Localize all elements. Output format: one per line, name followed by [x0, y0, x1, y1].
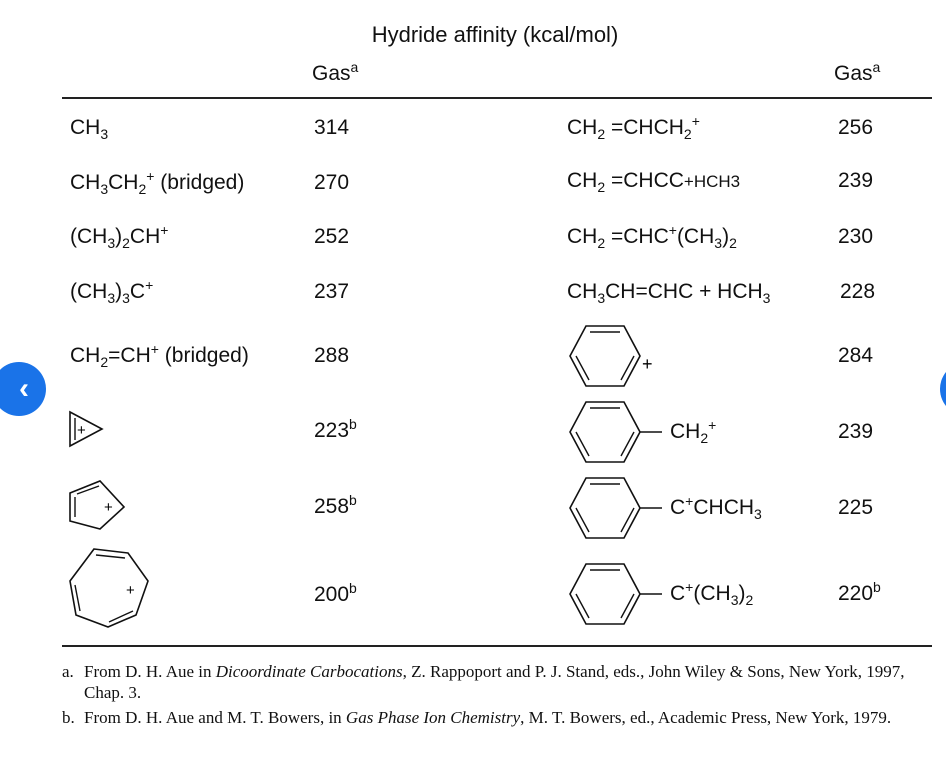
value-cyclopropenyl: 223$^b$ — [314, 416, 357, 442]
benzene-ring-icon — [566, 474, 666, 544]
ion-allyl: $CH_2$ $=CHCH_2^+$ — [567, 113, 700, 143]
cycloheptatrienyl-structure-icon — [64, 545, 154, 631]
top-rule — [62, 97, 932, 99]
value-benzyl: 239 — [838, 420, 874, 443]
value-tert-butyl: 237 — [314, 280, 350, 303]
value-phenylethyl: 225 — [838, 496, 874, 519]
cyclopentadienyl-structure-icon — [66, 477, 130, 533]
footnote-b: b. From D. H. Aue and M. T. Bowers, in Gas Phase Ion Chemistry, M. T. Bowers, ed., Academic Press, New York, 1979. — [62, 708, 892, 727]
ring-plus-label: + — [104, 499, 113, 516]
benzene-ring-icon — [566, 398, 666, 468]
prev-page-button[interactable] — [0, 362, 46, 416]
ion-dimethylallyl: $CH_2 =CHC^+(CH_3)_2$ — [567, 222, 737, 252]
ion-ethyl: $CH_3CH_2^+$ (bridged) — [70, 168, 245, 198]
value-methylallyl: 239 — [838, 169, 874, 192]
ion-cumyl-substituent: $C^+(CH_3)_2$ — [670, 579, 754, 609]
ion-vinyl: $CH_2=CH^+$ (bridged) — [70, 341, 249, 371]
ion-methyl: $CH_3$ — [70, 116, 109, 143]
value-ethyl: 270 — [314, 171, 350, 194]
phenyl-cation-structure-icon — [566, 322, 666, 392]
ion-isopropyl: $(CH_3)_2CH^+$ — [70, 222, 169, 252]
value-allyl: 256 — [838, 116, 874, 139]
ring-plus-label: + — [126, 582, 135, 599]
value-cumyl: 220$^b$ — [838, 579, 881, 605]
value-dimethylallyl: 230 — [838, 225, 874, 248]
ion-pentenyl: $CH_3CH=CHC + HCH_3$ — [567, 280, 771, 307]
value-phenyl: 284 — [838, 344, 874, 367]
ion-phenylethyl-substituent: $C^+CHCH_3$ — [670, 493, 762, 523]
footnote-a: a. From D. H. Aue in Dicoordinate Carbocations, Z. Rappoport and P. J. Stand, eds., John Wiley & Sons, New York, 1997, Chap. 3. — [62, 662, 905, 702]
next-page-button[interactable] — [940, 362, 946, 416]
value-vinyl: 288 — [314, 344, 350, 367]
value-cyclopentadienyl: 258$^b$ — [314, 492, 357, 518]
value-pentenyl: 228 — [840, 280, 876, 303]
ring-plus-label: + — [642, 354, 653, 374]
table-title: Hydride affinity (kcal/mol) — [371, 22, 619, 47]
header-gas-right: Gas$^a$ — [834, 59, 881, 85]
header-gas-left: Gas$^a$ — [312, 59, 359, 85]
ion-tert-butyl: $(CH_3)_3C^+$ — [70, 277, 154, 307]
value-methyl: 314 — [314, 116, 350, 139]
bottom-rule — [62, 645, 932, 647]
value-cycloheptatrienyl: 200$^b$ — [314, 580, 357, 606]
ion-methylallyl: $CH_2$ =CHCC+HCH3 — [567, 169, 741, 196]
benzene-ring-icon — [566, 560, 666, 630]
cyclopropenyl-structure-icon — [66, 408, 106, 450]
ring-plus-label: + — [77, 422, 86, 439]
chevron-left-icon: ‹ — [19, 372, 29, 405]
ion-benzyl-substituent: $CH_2^+$ — [670, 417, 717, 447]
value-isopropyl: 252 — [314, 225, 350, 248]
